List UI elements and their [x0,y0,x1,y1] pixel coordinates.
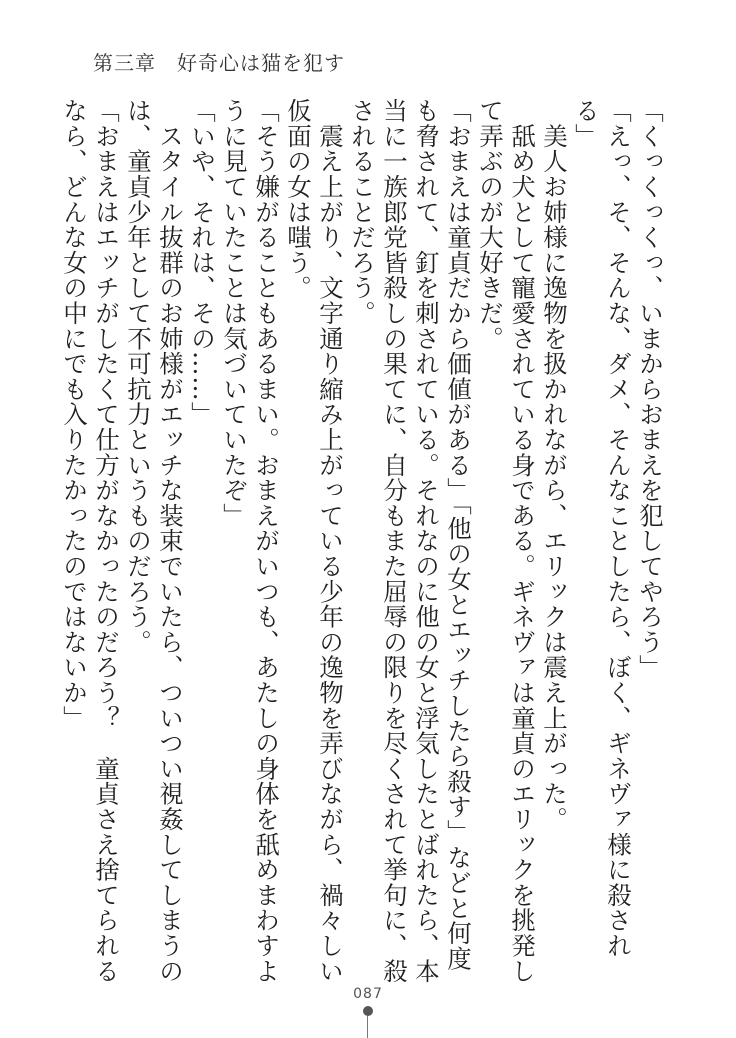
page-number: 087 [353,986,383,1002]
paragraph-2: 「えっ、そ、そんな、ダメ、そんなことしたら、ぼく、ギネヴァ様に殺される」 [572,98,633,959]
paragraph-5: 「おまえは童貞だから価値がある」「他の女とエッチしたら殺す」などと何度も脅されて、釘を刺されている。それなのに他の女と浮気したとばれたら、本当に一族郎党皆殺しの果てに、自分もまた屈辱の限りを尽くされて挙句に、殺されることだろう。 [348,98,473,984]
paragraph-9: スタイル抜群のお姉様がエッチな装束でいたら、ついつい視姦してしまうのは、童貞少年として不可抗力というものだろう。 [124,98,185,984]
paragraph-6: 震え上がり、文字通り縮み上がっている少年の逸物を弄びながら、禍々しい仮面の女は嗤う。 [284,98,345,984]
chapter-header: 第三章 好奇心は猫を犯す [93,51,345,75]
paragraph-7: 「そう嫌がることもあるまい。おまえがいつも、あたしの身体を舐めまわすように見ていたことは気づいていたぞ」 [220,98,281,984]
page-marker-line [367,1016,368,1038]
novel-body-text [60,98,666,988]
page-marker-dot [363,1006,373,1016]
paragraph-8: 「いや、それは、その……」 [188,98,217,427]
page-marker-icon [366,1006,370,1038]
paragraph-3: 美人お姉様に逸物を扱かれながら、エリックは震え上がった。 [540,98,569,832]
paragraph-4: 舐め犬として寵愛されている身である。ギネヴァは童貞のエリックを挑発して弄ぶのが大好きだ。 [476,98,537,984]
paragraph-1: 「くっくっくっ、いまからおまえを犯してやろう」 [636,98,665,680]
paragraph-10: 「おまえはエッチがしたくて仕方がなかったのだろう？ 童貞さえ捨てられるなら、どんな女の中にでも入りたかったのではないか」 [60,98,121,984]
